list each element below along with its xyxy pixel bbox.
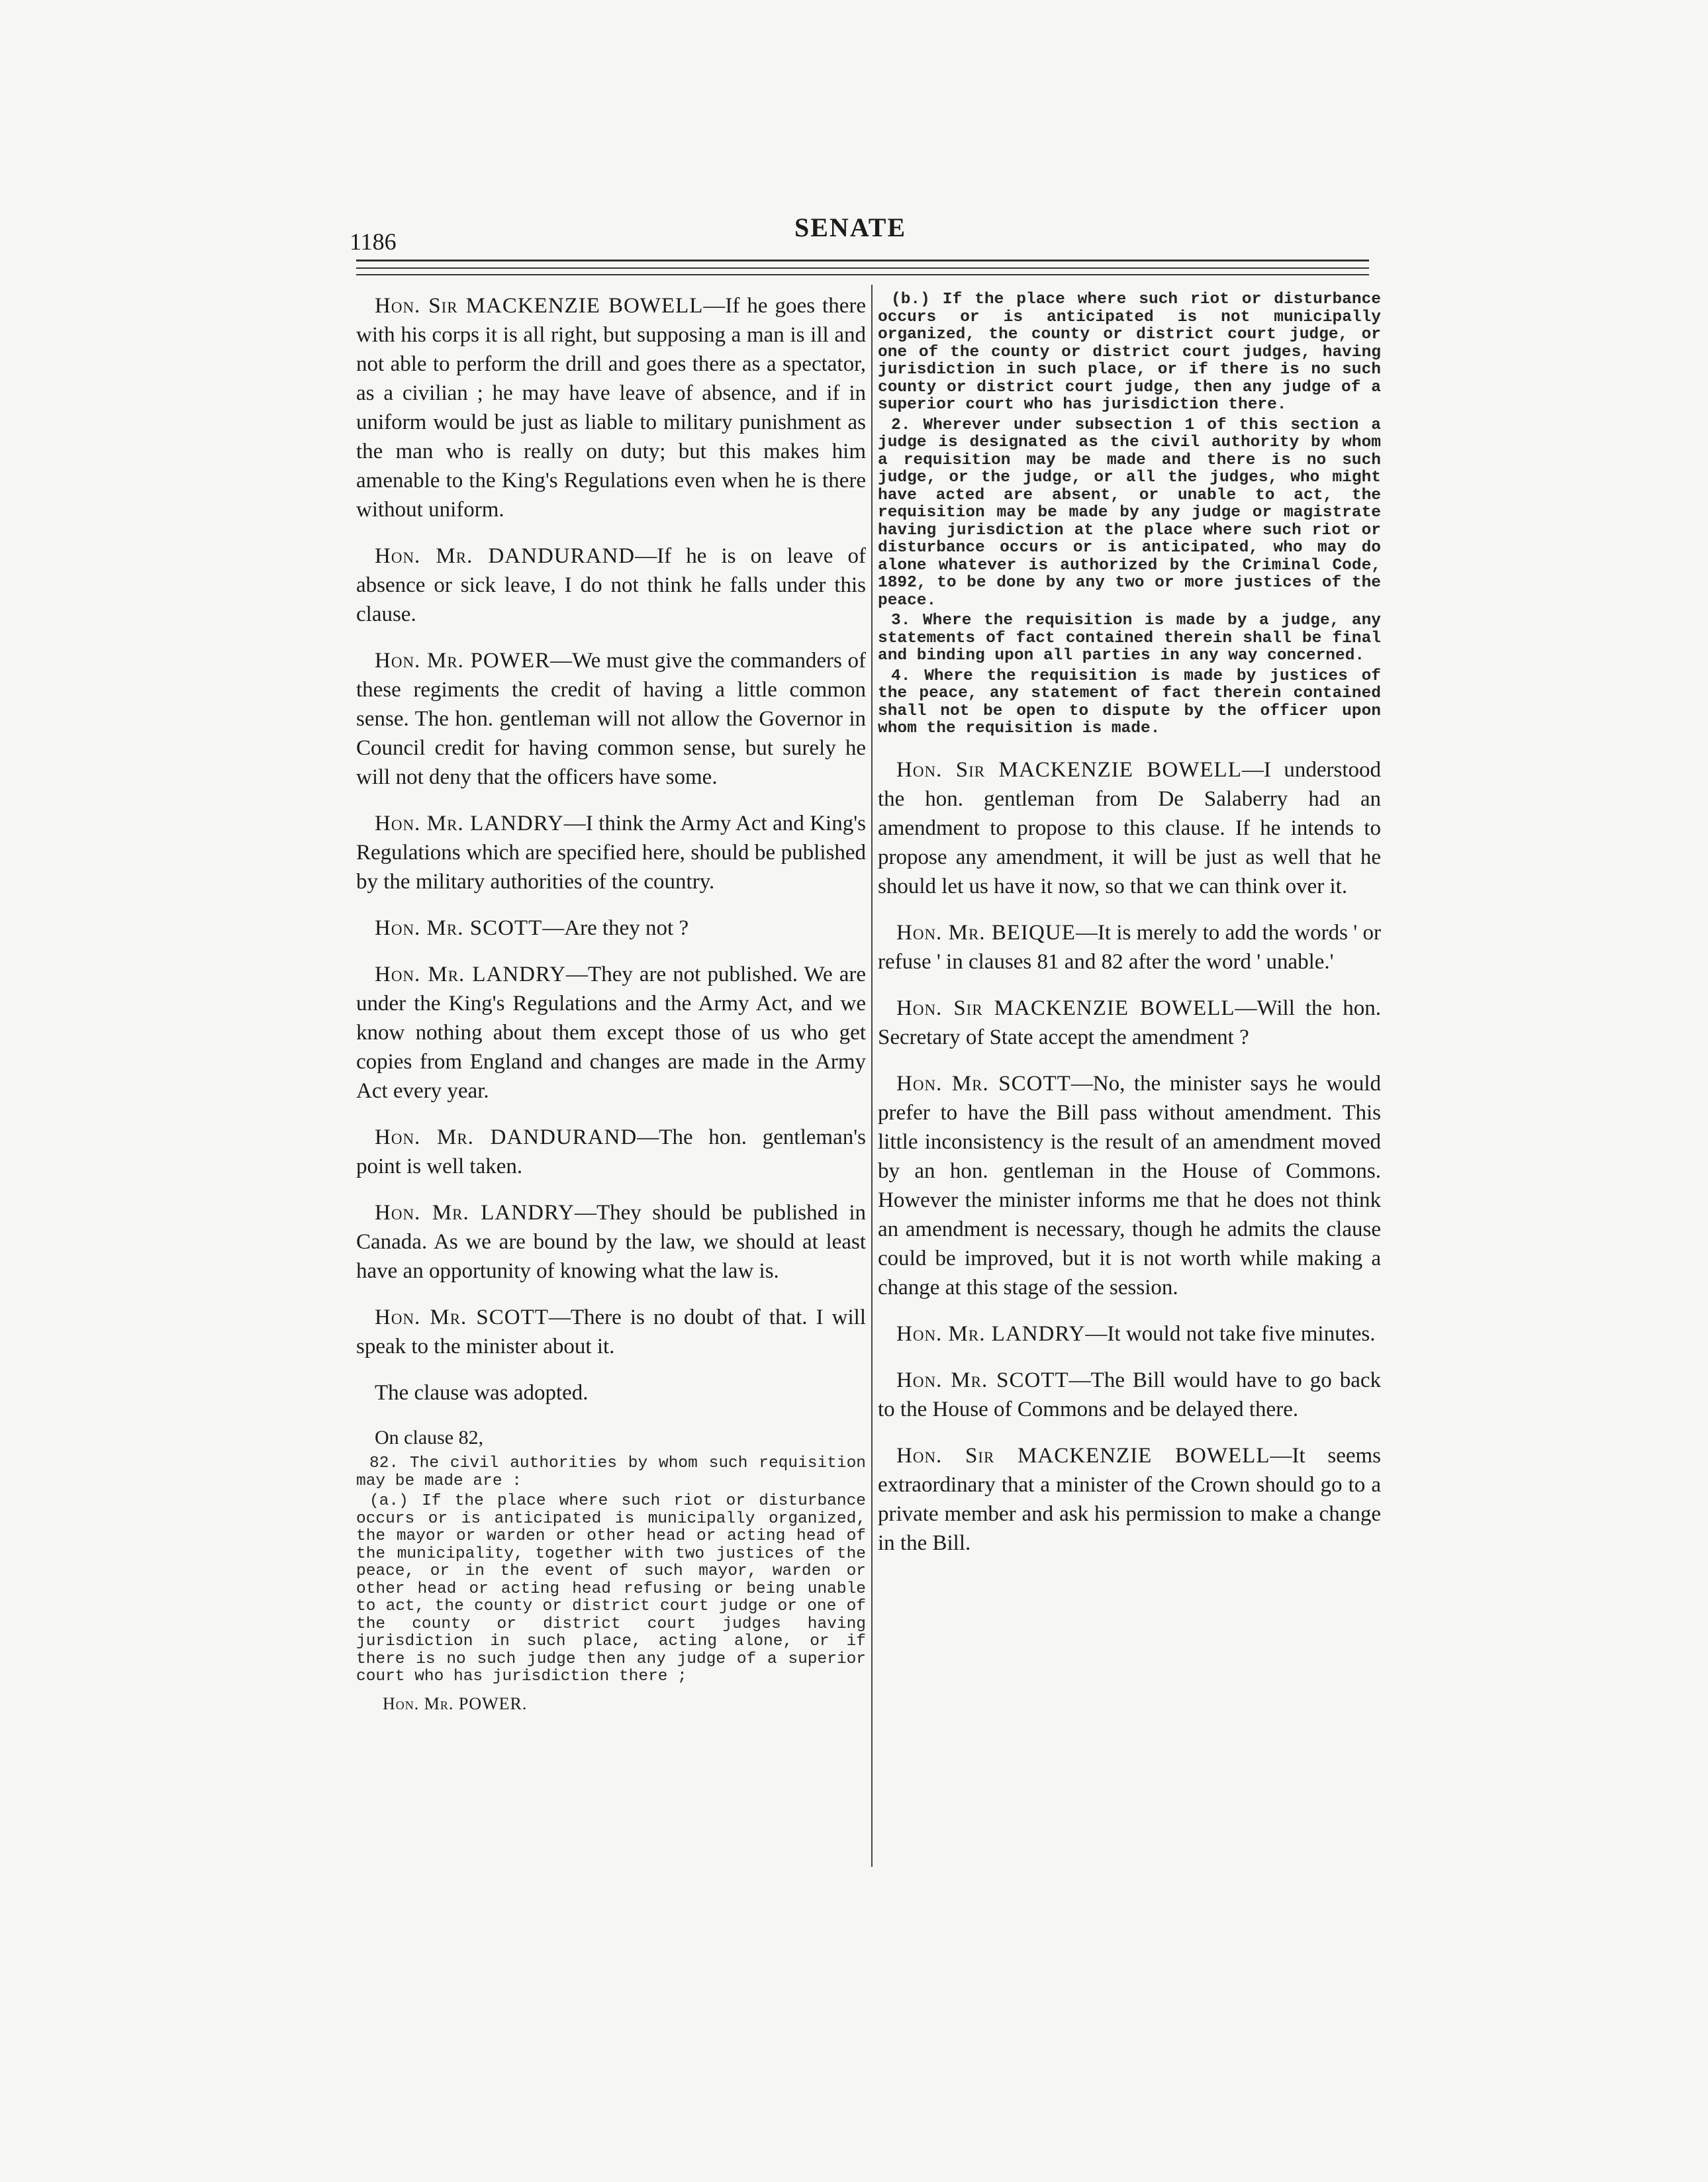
speech-paragraph	[356, 809, 866, 896]
speaker-name: Hon. Sir MACKENZIE BOWELL	[896, 1443, 1270, 1468]
speech-paragraph	[356, 1198, 866, 1286]
clause-adopted-note: The clause was adopted.	[375, 1381, 589, 1405]
left-column	[356, 291, 866, 1715]
speaker-name: Hon. Mr. SCOTT	[896, 1368, 1069, 1392]
statute-text: 82. The civil authorities by whom such requisition may be made are :	[356, 1454, 866, 1490]
right-column	[878, 291, 1381, 1575]
speech-text: —I think the Army Act and King's Regulations which are specified here, should be published by the military authorities of the country.	[356, 812, 866, 894]
speaker-name: Hon. Mr. LANDRY	[896, 1321, 1086, 1346]
speech-text: —Will the hon. Secretary of State accept the amendment ?	[878, 996, 1381, 1049]
speech-paragraph	[356, 914, 866, 943]
speaker-name: Hon. Mr. SCOTT	[375, 1305, 549, 1329]
speaker-name: Hon. Mr. LANDRY	[375, 812, 564, 835]
speech-paragraph	[878, 755, 1381, 901]
page-number: 1186	[350, 228, 397, 255]
speech-paragraph	[878, 918, 1381, 976]
speech-paragraph	[356, 646, 866, 792]
header-rule	[356, 260, 1369, 261]
speaker-name: Hon. Mr. LANDRY	[375, 963, 567, 986]
speech-text: —No, the minister says he would prefer to have the Bill pass without amendment. This little inconsistency is the result of an amendment moved by an hon. gentleman in the House of Commons. However the minister informs me that he does not think an amendment is necessary, though he admits the clause could be improved, but it is not worth while making a change at this stage of the session.	[878, 1071, 1381, 1300]
header-rule	[356, 267, 1369, 269]
speaker-name: Hon. Mr. POWER	[375, 649, 551, 673]
column-divider	[871, 285, 873, 1867]
speech-paragraph	[878, 1441, 1381, 1558]
speech-paragraph	[878, 1069, 1381, 1302]
speech-text: —The hon. gentleman's point is well taken.	[356, 1125, 866, 1178]
speech-paragraph	[356, 1303, 866, 1361]
speaker-name: Hon. Sir MACKENZIE BOWELL	[896, 757, 1242, 782]
speech-text: —It would not take five minutes.	[1085, 1321, 1376, 1346]
speech-paragraph	[356, 960, 866, 1106]
speaker-name: Hon. Sir MACKENZIE BOWELL	[375, 294, 704, 318]
speech-text: —The Bill would have to go back to the House of Commons and be delayed there.	[878, 1368, 1382, 1421]
speech-paragraph	[878, 1366, 1381, 1424]
speech-text: —If he is on leave of absence or sick leave, I do not think he falls under this clause.	[356, 544, 866, 626]
speaker-name: Hon. Sir MACKENZIE BOWELL	[896, 996, 1235, 1020]
header-rule	[356, 274, 1369, 275]
speech-paragraph	[356, 1123, 866, 1181]
speech-paragraph	[878, 1319, 1381, 1349]
speech-text: —It seems extraordinary that a minister of the Crown should go to a private member and ask his permission to make a change in the Bill.	[878, 1443, 1381, 1555]
statute-text: (a.) If the place where such riot or disturbance occurs or is anticipated is municipally organized, the mayor or warden or other head or acting head of the municipality, together with two justices of the peace, or in the event of such mayor, warden or other head or acting head refusing or being unable to act, the county or district court judge or one of the county or district court judges having jurisdiction in such place, acting alone, or if there is no such judge then any judge of a superior court who has jurisdiction there ;	[356, 1492, 866, 1685]
speaker-name: Hon. Mr. LANDRY	[375, 1201, 575, 1225]
speech-text: —It is merely to add the words ' or refuse ' in clauses 81 and 82 after the word ' unable.'	[878, 920, 1381, 974]
speech-text: —I understood the hon. gentleman from De Salaberry had an amendment to propose to this clause. If he intends to propose any amendment, it will be just as well that he should let us have it now, so that we can think over it.	[878, 757, 1381, 898]
speaker-name: Hon. Mr. BEIQUE	[896, 920, 1076, 945]
speaker-name: Hon. Mr. SCOTT	[896, 1071, 1071, 1096]
statute-text: 4. Where the requisition is made by justices of the peace, any statement of fact therein contained shall not be open to dispute by the officer upon whom the requisition is made.	[878, 667, 1381, 737]
statute-text: 2. Wherever under subsection 1 of this section a judge is designated as the civil authority by whom a requisition may be made and there is no such judge, or the judge, or all the judges, who might have acted are absent, or unable to act, the requisition may be made by any judge or magistrate having jurisdiction at the place where such riot or disturbance occurs or is anticipated, who may do alone whatever is authorized by the Criminal Code, 1892, to be done by any two or more justices of the peace.	[878, 416, 1381, 610]
speaker-name: Hon. Mr. DANDURAND	[375, 544, 636, 568]
speech-paragraph	[878, 994, 1381, 1052]
speech-text: —Are they not ?	[542, 916, 689, 940]
speaker-name: Hon. Mr. DANDURAND	[375, 1125, 638, 1149]
statute-text: 3. Where the requisition is made by a judge, any statements of fact contained therein shall be final and binding upon all parties in any way concerned.	[878, 612, 1381, 665]
speaker-name: Hon. Mr. SCOTT	[375, 916, 543, 940]
clause-heading: On clause 82,	[375, 1427, 484, 1448]
speech-text: —We must give the commanders of these regiments the credit of having a little common sense. The hon. gentleman will not allow the Governor in Council credit for having common sense, but surely he will not deny that the officers have some.	[356, 649, 866, 789]
speech-text: —If he goes there with his corps it is all right, but supposing a man is ill and not able to perform the drill and goes there as a spectator, as a civilian ; he may have leave of absence, and if in uniform would be just as liable to military punishment as the man who is really on duty; but this makes him amenable to the King's Regulations even when he is there without uniform.	[356, 294, 866, 522]
mover-name: Hon. Mr. POWER.	[383, 1693, 528, 1713]
speech-paragraph	[356, 291, 866, 524]
speech-text: —They are not published. We are under the King's Regulations and the Army Act, and we know nothing about them except those of us who get copies from England and changes are made in the Army Act every year.	[356, 963, 866, 1103]
speech-paragraph	[356, 542, 866, 629]
statute-text: (b.) If the place where such riot or disturbance occurs or is anticipated is not municipally organized, the county or district court judge, or one of the county or district court judges, having jurisdiction in such place, or if there is no such county or district court judge, then any judge of a superior court who has jurisdiction there.	[878, 291, 1381, 414]
speech-text: —There is no doubt of that. I will speak to the minister about it.	[356, 1305, 866, 1358]
page-title: SENATE	[794, 213, 907, 242]
speech-text: —They should be published in Canada. As we are bound by the law, we should at least have an opportunity of knowing what the law is.	[356, 1201, 866, 1283]
